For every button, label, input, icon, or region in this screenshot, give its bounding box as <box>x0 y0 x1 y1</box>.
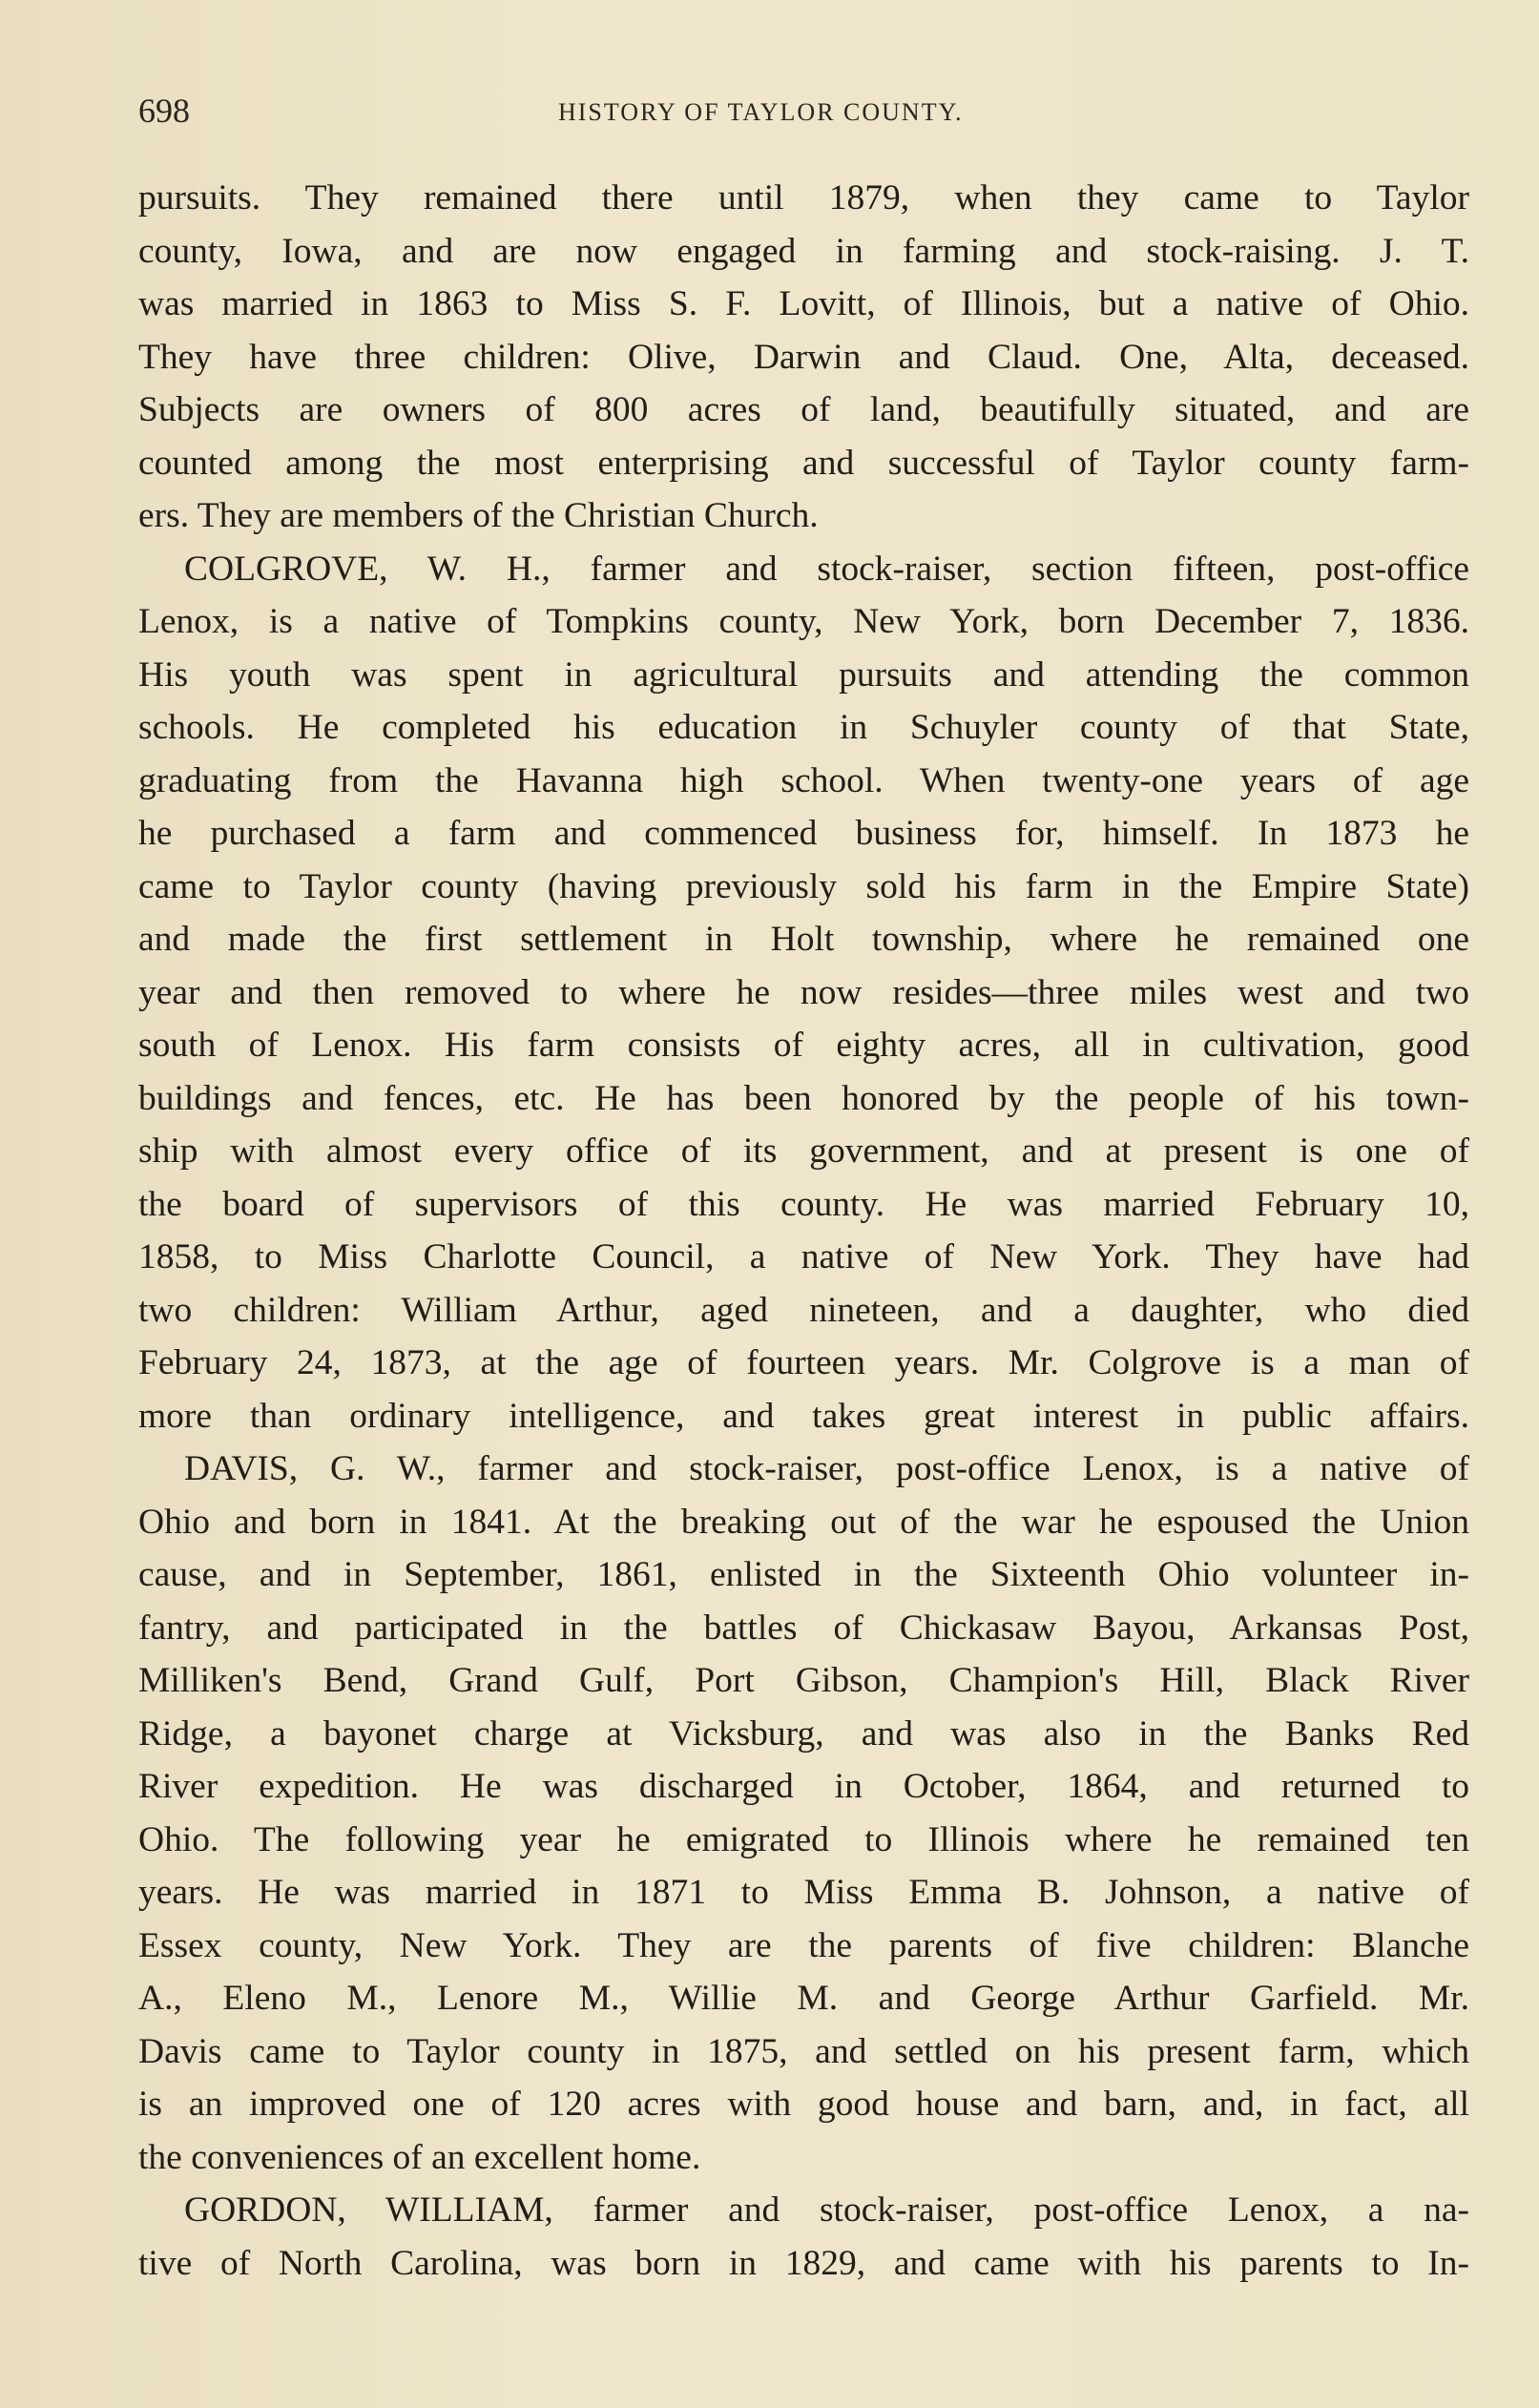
text-line: buildings and fences, etc. He has been honored by the people of his town- <box>138 1078 1469 1118</box>
text-line: COLGROVE, W. H., farmer and stock-raiser, section fifteen, post-office <box>184 549 1469 589</box>
text-line: Ohio. The following year he emigrated to Illinois where he remained ten <box>138 1819 1469 1859</box>
text-line: south of Lenox. His farm consists of eighty acres, all in cultivation, good <box>138 1026 1469 1065</box>
text-line: more than ordinary intelligence, and takes great interest in public affairs. <box>138 1396 1469 1436</box>
text-line: the conveniences of an excellent home. <box>138 2137 701 2177</box>
body-text <box>138 172 1469 2290</box>
text-line: fantry, and participated in the battles of Chickasaw Bayou, Arkansas Post, <box>138 1608 1469 1648</box>
text-line: schools. He completed his education in Schuyler county of that State, <box>138 708 1469 747</box>
text-line: River expedition. He was discharged in October, 1864, and returned to <box>138 1767 1469 1806</box>
text-line: and made the first settlement in Holt township, where he remained one <box>138 920 1469 959</box>
text-line: year and then removed to where he now resides—three miles west and two <box>138 972 1469 1012</box>
text-line: Lenox, is a native of Tompkins county, New York, born December 7, 1836. <box>138 602 1469 641</box>
page-header <box>138 91 1474 138</box>
text-line: Davis came to Taylor county in 1875, and settled on his present farm, which <box>138 2031 1469 2071</box>
text-line: ship with almost every office of its government, and at present is one of <box>138 1131 1469 1171</box>
text-line: two children: William Arthur, aged nineteen, and a daughter, who died <box>138 1290 1469 1330</box>
text-line: came to Taylor county (having previously sold his farm in the Empire State) <box>138 866 1469 906</box>
page-number: 698 <box>138 92 190 130</box>
text-line: the board of supervisors of this county. He was married February 10, <box>138 1184 1469 1224</box>
text-line: years. He was married in 1871 to Miss Emma B. Johnson, a native of <box>138 1873 1469 1912</box>
text-line: Ridge, a bayonet charge at Vicksburg, and was also in the Banks Red <box>138 1713 1469 1754</box>
text-line: A., Eleno M., Lenore M., Willie M. and George Arthur Garfield. Mr. <box>138 1979 1469 2018</box>
text-line: Essex county, New York. They are the parents of five children: Blanche <box>138 1925 1469 1965</box>
text-line: Ohio and born in 1841. At the breaking out of the war he espoused the Union <box>138 1502 1469 1542</box>
text-line: was married in 1863 to Miss S. F. Lovitt, of Illinois, but a native of Ohio. <box>138 284 1469 323</box>
text-line: February 24, 1873, at the age of fourteen years. Mr. Colgrove is a man of <box>138 1343 1469 1382</box>
text-line: 1858, to Miss Charlotte Council, a native of New York. They have had <box>138 1237 1469 1277</box>
text-line: Milliken's Bend, Grand Gulf, Port Gibson, Champion's Hill, Black River <box>138 1661 1469 1700</box>
text-line: DAVIS, G. W., farmer and stock-raiser, post-office Lenox, is a native of <box>184 1449 1469 1488</box>
text-line: GORDON, WILLIAM, farmer and stock-raiser, post-office Lenox, a na- <box>184 2190 1469 2230</box>
text-line: is an improved one of 120 acres with good house and barn, and, in fact, all <box>138 2085 1469 2124</box>
text-line: counted among the most enterprising and successful of Taylor county farm- <box>138 443 1469 483</box>
text-line: county, Iowa, and are now engaged in farming and stock-raising. J. T. <box>138 231 1469 271</box>
text-line: he purchased a farm and commenced business for, himself. In 1873 he <box>138 814 1469 853</box>
text-line: tive of North Carolina, was born in 1829, and came with his parents to In- <box>138 2243 1469 2283</box>
text-line: cause, and in September, 1861, enlisted in the Sixteenth Ohio volunteer in- <box>138 1555 1469 1594</box>
text-line: pursuits. They remained there until 1879, when they came to Taylor <box>138 178 1469 218</box>
running-head: HISTORY OF TAYLOR COUNTY. <box>558 98 964 126</box>
text-line: Subjects are owners of 800 acres of land, beautifully situated, and are <box>138 390 1469 429</box>
text-line: His youth was spent in agricultural pursuits and attending the common <box>138 654 1469 695</box>
text-line: graduating from the Havanna high school. When twenty-one years of age <box>138 760 1469 800</box>
text-line: ers. They are members of the Christian Church. <box>138 496 819 535</box>
text-line: They have three children: Olive, Darwin and Claud. One, Alta, deceased. <box>138 337 1469 377</box>
